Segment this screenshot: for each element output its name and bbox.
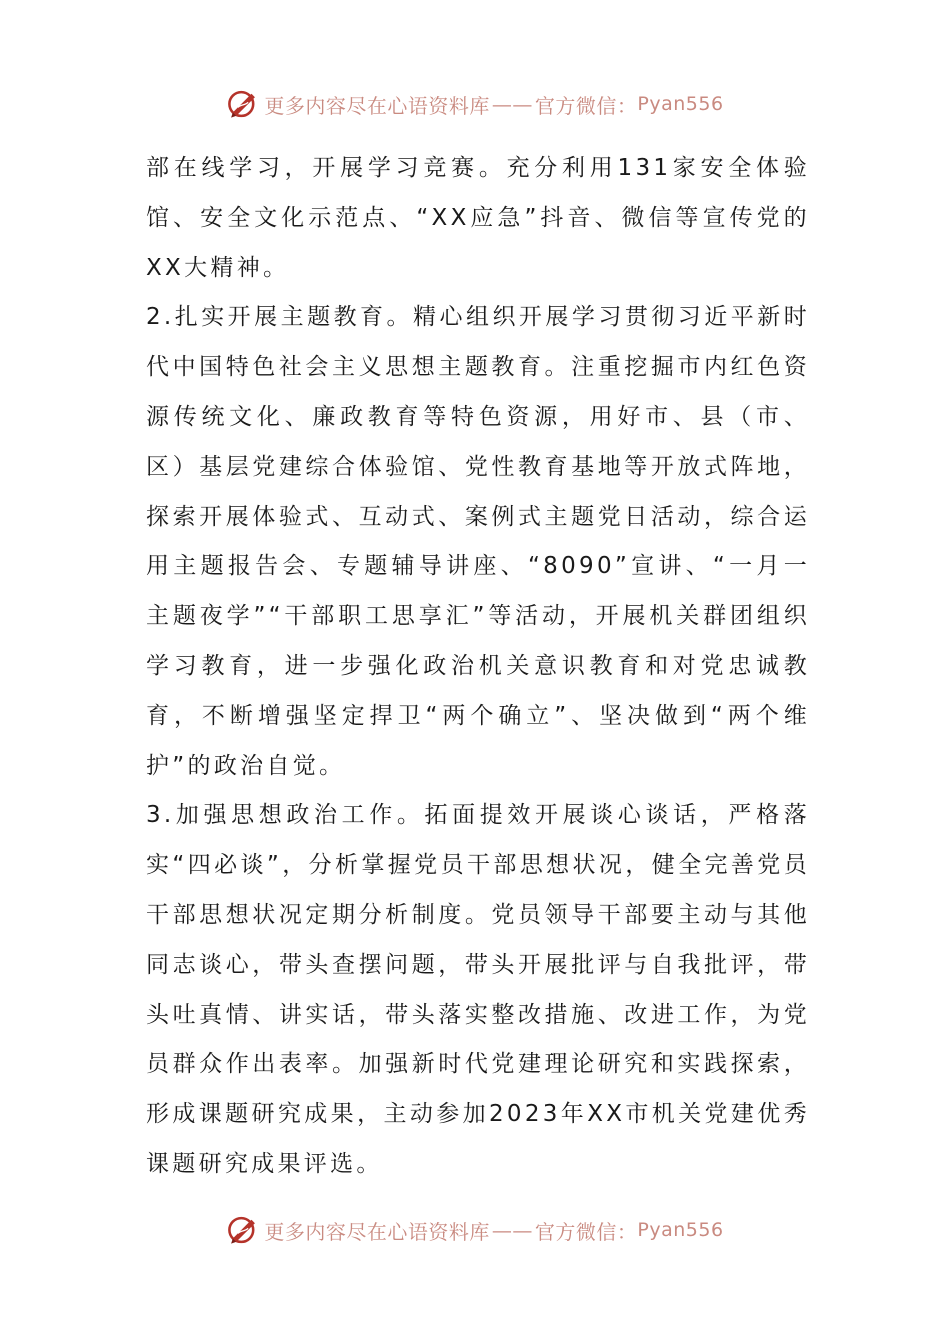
paragraph-theme-education: 2.扎实开展主题教育。精心组织开展学习贯彻习近平新时代中国特色社会主义思想主题教育。注重挖掘市内红色资源传统文化、廉政教育等特色资源，用好市、县（市、区）基层党建综合体验馆、党性教育基地等开放式阵地，探索开展体验式、互动式、案例式主题党日活动，综合运用主题报告会、专题辅导讲座、“8090”宣讲、“一月一主题夜学”“干部职工思享汇”等活动，开展机关群团组织学习教育，进一步强化政治机关意识教育和对党忠诚教育，不断增强坚定捍卫“两个确立”、坚决做到“两个维护”的政治自觉。 <box>146 304 810 779</box>
header-watermark-banner <box>0 84 950 124</box>
banner-wechat-label: 官方微信： <box>534 1219 638 1244</box>
banner-text: 更多内容尽在心语资料库 <box>264 1219 490 1244</box>
footer-watermark-banner <box>0 1210 950 1250</box>
document-body <box>146 144 810 1190</box>
pen-logo-icon <box>226 87 260 121</box>
banner-text: 更多内容尽在心语资料库 <box>264 93 490 118</box>
banner-wechat-id: Pyan556 <box>637 1219 724 1241</box>
paragraph-ideological-work: 3.加强思想政治工作。拓面提效开展谈心谈话，严格落实“四必谈”，分析掌握党员干部思想状况，健全完善党员干部思想状况定期分析制度。党员领导干部要主动与其他同志谈心，带头查摆问题，带头开展批评与自我批评，带头吐真情、讲实话，带头落实整改措施、改进工作，为党员群众作出表率。加强新时代党建理论研究和实践探索，形成课题研究成果，主动参加2023年XX市机关党建优秀课题研究成果评选。 <box>146 802 810 1177</box>
banner-wechat-id: Pyan556 <box>637 93 724 115</box>
pen-logo-icon <box>226 1213 260 1247</box>
banner-separator: —— <box>491 1218 533 1242</box>
banner-wechat-label: 官方微信： <box>534 93 638 118</box>
banner-separator: —— <box>491 92 533 116</box>
paragraph-continuation: 部在线学习，开展学习竞赛。充分利用131家安全体验馆、安全文化示范点、“XX应急”抖音、微信等宣传党的XX大精神。 <box>146 155 810 281</box>
